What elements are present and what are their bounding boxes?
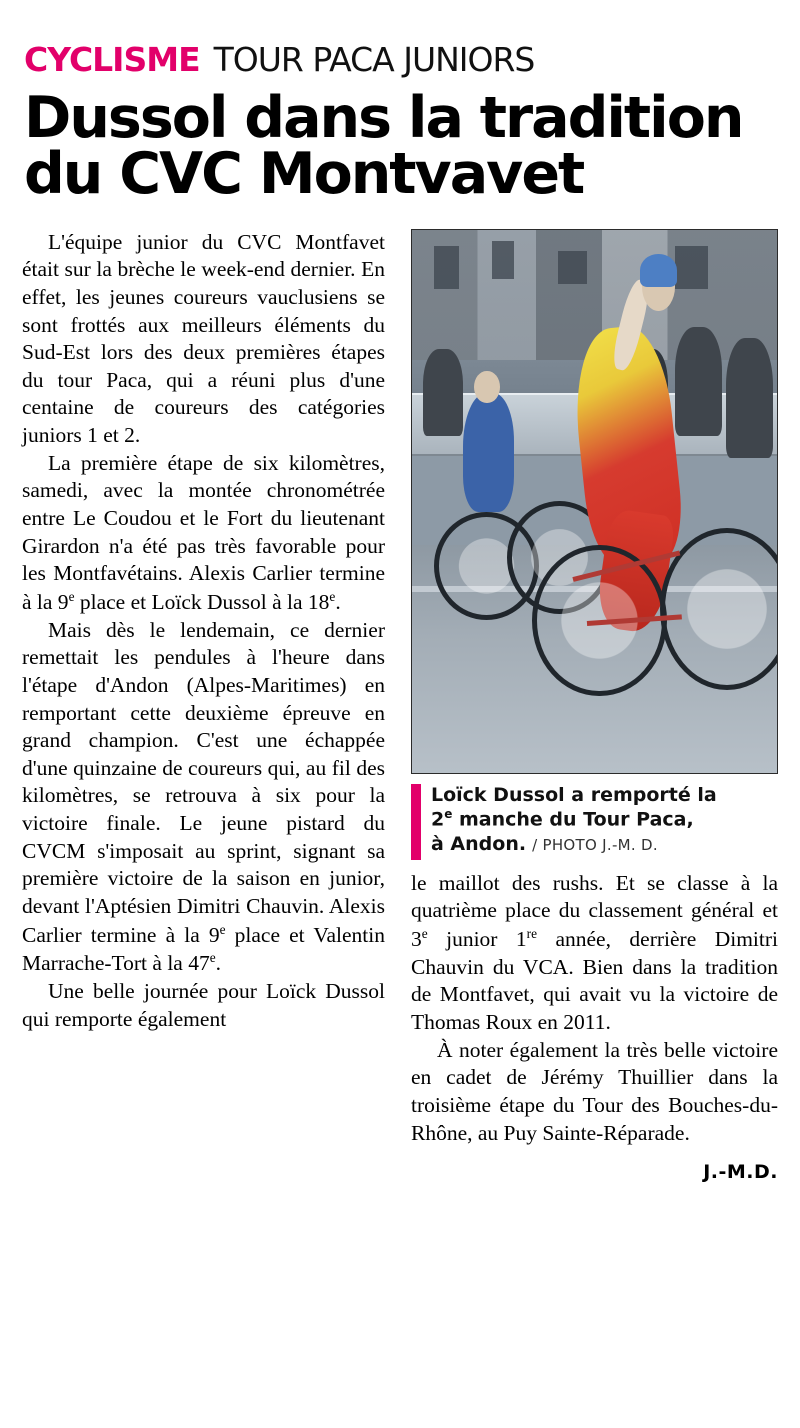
photo-second-rider-head	[474, 371, 500, 404]
kicker-event: TOUR PACA JUNIORS	[213, 40, 535, 79]
photo-window	[492, 241, 514, 279]
photo-second-rider	[463, 393, 514, 512]
column-right-text	[411, 870, 778, 1147]
column-left-text	[22, 229, 385, 1034]
article-signature: J.-M.D.	[703, 1161, 778, 1184]
caption-line-2-number: 2	[431, 808, 445, 831]
column-right	[411, 229, 778, 1183]
photo-spectator	[423, 349, 463, 436]
caption-line-3: à Andon.	[431, 832, 527, 855]
photo-spectator	[675, 327, 722, 436]
photo-caption	[431, 784, 717, 860]
photo-window	[434, 246, 460, 289]
paragraph: L'équipe junior du CVC Montfavet était sur la brèche le week-end dernier. En effet, les jeunes coureurs vauclusiens se sont frottés aux meilleurs éléments du Sud-Est lors des deux premières étapes du tour Paca, qui a réuni plus d'une centaine de coureurs des catégories juniors 1 et 2.	[22, 229, 385, 448]
photo-window	[558, 251, 587, 284]
column-left	[22, 229, 385, 1034]
photo-window	[675, 246, 708, 289]
article-kicker	[24, 40, 778, 79]
caption-ordinal-sup: e	[444, 807, 453, 822]
caption-line-2-rest: manche du Tour Paca,	[452, 808, 694, 831]
caption-accent-bar	[411, 784, 421, 860]
paragraph: Une belle journée pour Loïck Dussol qui remporte également	[22, 979, 385, 1031]
caption-line-1: Loïck Dussol a remporté la	[431, 783, 717, 806]
article-photo	[411, 229, 778, 774]
photo-winner-helmet	[640, 254, 677, 287]
paragraph: Mais dès le lendemain, ce dernier remettait les pendules à l'heure dans l'étape d'Andon (Alpes-Maritimes) en remportant cette deuxième épreuve en grand champion. C'est une échappée d'une quinzaine de coureurs qui, au fil des kilomètres, se retrouva à six pour la victoire finale. Le jeune pistard du CVCM s'imposait au sprint, signant sa première victoire de la saison en junior, devant l'Aptésien Dimitri Chauvin. Alexis Carlier termine à la 9e place et Valentin Marrache-Tort à la 47e.	[22, 617, 385, 976]
paragraph: le maillot des rushs. Et se classe à la quatrième place du classement général et 3e junior 1re année, derrière Dimitri Chauvin du VCA. Bien dans la tradition de Montfavet, qui avait vu la victoire de Thomas Roux en 2011.	[411, 870, 778, 1034]
photo-credit: / PHOTO J.-M. D.	[532, 835, 658, 854]
article-columns	[22, 229, 778, 1183]
paragraph: À noter également la très belle victoire en cadet de Jérémy Thuillier dans la troisième étape du Tour des Bouches-du-Rhône, au Puy Sainte-Réparade.	[411, 1037, 778, 1145]
headline-line-2: du CVC Montvavet	[24, 140, 584, 207]
headline-line-1: Dussol dans la tradition	[24, 85, 743, 151]
photo-block	[411, 229, 778, 860]
photo-caption-row	[411, 784, 778, 860]
page-title	[24, 85, 778, 207]
kicker-sport: CYCLISME	[24, 40, 200, 79]
paragraph: La première étape de six kilomètres, samedi, avec la montée chronométrée entre Le Coudou et le Fort du lieutenant Girardon n'a été pas très favorable pour les Montfavétains. Alexis Carlier termine à la 9e place et Loïck Dussol à la 18e.	[22, 450, 385, 614]
photo-spectator	[726, 338, 773, 457]
